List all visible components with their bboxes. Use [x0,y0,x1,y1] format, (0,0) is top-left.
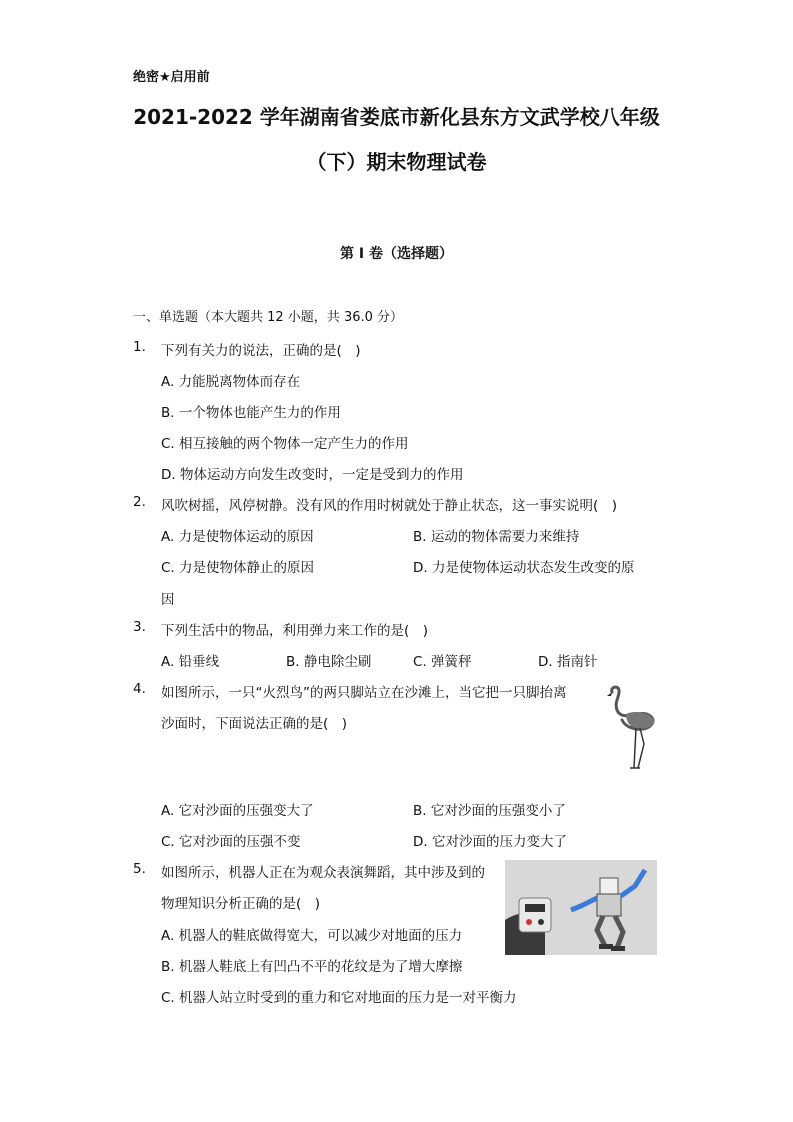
option-c: C. 力是使物体静止的原因 [161,560,315,576]
question-number: 1. [133,339,146,355]
option-b: B. 机器人鞋底上有凹凸不平的花纹是为了增大摩擦 [161,959,463,975]
question-text: 下列有关力的说法，正确的是( ) [161,343,361,359]
question-number: 5. [133,861,146,877]
question-text: 如图所示，一只“火烈鸟”的两只脚站立在沙滩上，当它把一只脚抬离 [161,685,567,701]
question-text: 如图所示，机器人正在为观众表演舞蹈，其中涉及到的 [161,865,485,881]
question-text-continuation: 物理知识分析正确的是( ) [161,896,321,912]
exam-title-line-1: 2021-2022 学年湖南省娄底市新化县东方文武学校八年级 [133,105,660,129]
question-text-continuation: 沙面时，下面说法正确的是( ) [161,716,348,732]
option-c: C. 弹簧秤 [413,654,472,670]
option-c: C. 机器人站立时受到的重力和它对地面的压力是一对平衡力 [161,990,517,1006]
question-number: 2. [133,494,146,510]
option-b: B. 一个物体也能产生力的作用 [161,405,341,421]
option-d: D. 物体运动方向发生改变时，一定是受到力的作用 [161,467,464,483]
option-a: A. 力能脱离物体而存在 [161,374,301,390]
confidential-mark: 绝密★启用前 [133,70,210,85]
option-c: C. 相互接触的两个物体一定产生力的作用 [161,436,409,452]
option-d: D. 力是使物体运动状态发生改变的原 [413,560,635,576]
question-number: 4. [133,681,146,697]
option-c: C. 它对沙面的压强不变 [161,834,301,850]
option-d: D. 指南针 [538,654,598,670]
question-text: 下列生活中的物品，利用弹力来工作的是( ) [161,623,429,639]
option-a: A. 铅垂线 [161,654,220,670]
section-heading: 一、单选题（本大题共 12 小题，共 36.0 分） [133,310,404,325]
robot-image [505,860,657,955]
option-d-continuation: 因 [161,592,175,608]
volume-heading: 第 I 卷（选择题） [340,246,453,262]
option-a: A. 力是使物体运动的原因 [161,529,314,545]
option-b: B. 静电除尘刷 [286,654,372,670]
option-a: A. 机器人的鞋底做得宽大，可以减少对地面的压力 [161,928,463,944]
option-d: D. 它对沙面的压力变大了 [413,834,567,850]
option-b: B. 运动的物体需要力来维持 [413,529,580,545]
option-a: A. 它对沙面的压强变大了 [161,803,314,819]
exam-title-line-2: （下）期末物理试卷 [306,150,487,174]
flamingo-image [604,684,660,770]
question-number: 3. [133,619,146,635]
option-b: B. 它对沙面的压强变小了 [413,803,566,819]
question-text: 风吹树摇，风停树静。没有风的作用时树就处于静止状态，这一事实说明( ) [161,498,618,514]
